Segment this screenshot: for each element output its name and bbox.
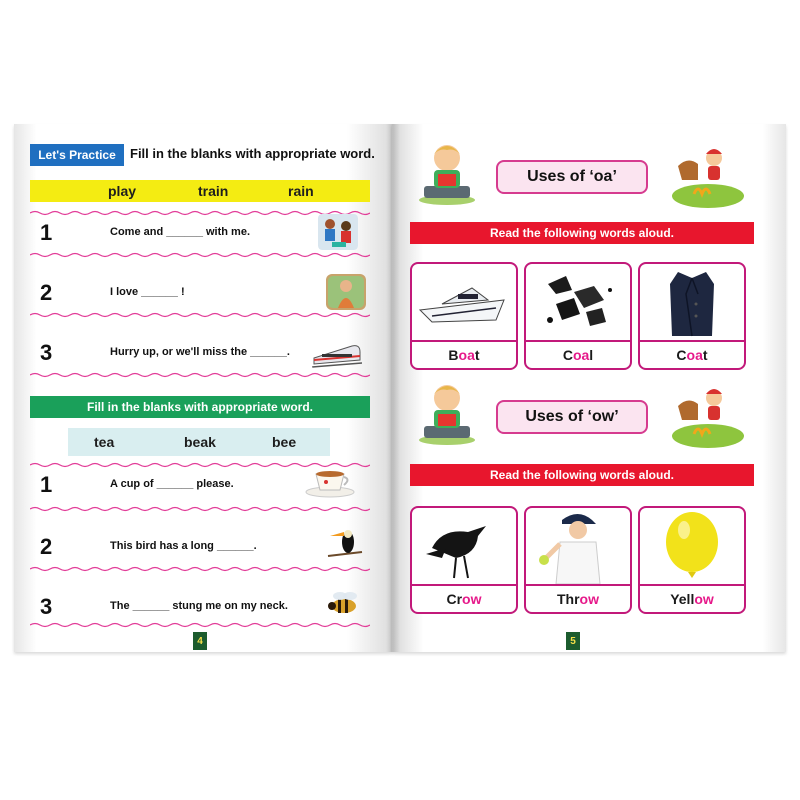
ow-title: Uses of ‘ow’	[496, 400, 648, 434]
word-bank-1	[30, 180, 370, 202]
left-page	[14, 124, 392, 652]
card-label: C oa l	[526, 340, 630, 368]
sentence: The ______ stung me on my neck.	[110, 600, 288, 612]
oa-instruction: Read the following words aloud.	[410, 222, 754, 244]
item-number: 2	[40, 534, 53, 559]
children-playing-image	[318, 214, 358, 250]
card-label: Yell ow	[640, 584, 744, 612]
coat-image	[640, 264, 744, 340]
item-number: 3	[40, 594, 53, 619]
word-bank-1-word: rain	[288, 183, 314, 199]
word-bank-2-word: beak	[184, 434, 216, 450]
wavy-divider	[30, 566, 370, 572]
card-label: B oa t	[412, 340, 516, 368]
card-label: Thr ow	[526, 584, 630, 612]
word-bank-1-word: play	[108, 183, 137, 199]
word-bank-2-word: tea	[94, 434, 115, 450]
crow-image	[412, 508, 516, 584]
ow-instruction: Read the following words aloud.	[410, 464, 754, 486]
card-label: Cr ow	[412, 584, 516, 612]
girl-in-rain-image	[326, 274, 366, 310]
girl-rocking-horse-icon	[664, 144, 744, 210]
word-bank-2-word: bee	[272, 434, 297, 450]
sentence: Come and ______ with me.	[110, 226, 250, 238]
item-number: 1	[40, 220, 53, 245]
page-number: 5	[566, 632, 580, 650]
girl-rocking-horse-icon	[664, 384, 744, 450]
sentence: A cup of ______ please.	[110, 478, 234, 490]
lets-practice-badge: Let's Practice	[30, 144, 124, 166]
sentence: Hurry up, or we'll miss the ______.	[110, 346, 290, 358]
word-card-coat	[638, 262, 746, 370]
word-card-yellow	[638, 506, 746, 614]
right-page	[392, 124, 786, 652]
wavy-divider	[30, 252, 370, 258]
word-bank-1-word: train	[198, 183, 229, 199]
page-number: 4	[193, 632, 207, 650]
word-bank-2	[68, 428, 330, 456]
item-number: 2	[40, 280, 53, 305]
book-spread	[14, 124, 786, 664]
instruction-1: Fill in the blanks with appropriate word.	[130, 146, 375, 161]
item-number: 1	[40, 472, 53, 497]
word-card-coal	[524, 262, 632, 370]
yellow-balloon-image	[640, 508, 744, 584]
sentence: I love ______ !	[110, 286, 185, 298]
bee-image	[324, 586, 364, 622]
boy-reading-icon	[414, 382, 480, 446]
wavy-divider	[30, 506, 370, 512]
wavy-divider	[30, 622, 370, 628]
boy-throwing-image	[526, 508, 630, 584]
sentence: This bird has a long ______.	[110, 540, 257, 552]
boat-image	[412, 264, 516, 340]
toucan-image	[324, 522, 364, 558]
oa-title: Uses of ‘oa’	[496, 160, 648, 194]
book-spine	[386, 124, 400, 652]
card-label: C oa t	[640, 340, 744, 368]
wavy-divider	[30, 372, 370, 378]
boy-reading-icon	[414, 142, 480, 206]
coal-image	[526, 264, 630, 340]
tea-cup-image	[304, 462, 356, 498]
word-card-crow	[410, 506, 518, 614]
item-number: 3	[40, 340, 53, 365]
train-image	[312, 334, 362, 370]
wavy-divider	[30, 312, 370, 318]
word-card-throw	[524, 506, 632, 614]
section-2-header: Fill in the blanks with appropriate word.	[30, 396, 370, 418]
word-card-boat	[410, 262, 518, 370]
